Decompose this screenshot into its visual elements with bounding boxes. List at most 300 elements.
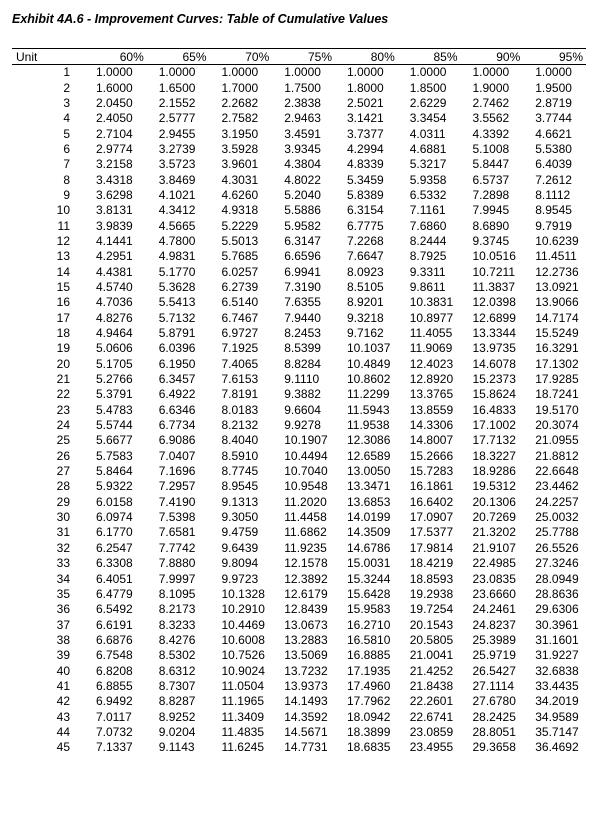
value-cell: 12.3086 bbox=[347, 433, 391, 448]
value-cell: 8.6890 bbox=[472, 218, 510, 233]
value-cell: 8.1112 bbox=[535, 187, 571, 202]
unit-cell: 30 bbox=[56, 510, 70, 525]
value-cell: 5.1008 bbox=[472, 141, 510, 156]
unit-cell: 24 bbox=[56, 418, 70, 433]
value-cell: 8.7925 bbox=[409, 249, 447, 264]
value-cell: 21.4252 bbox=[409, 663, 454, 678]
value-cell: 11.4511 bbox=[535, 249, 577, 264]
value-cell: 1.6500 bbox=[158, 80, 196, 95]
value-cell: 19.5170 bbox=[535, 402, 579, 417]
value-cell: 25.3989 bbox=[472, 632, 516, 647]
unit-cell: 23 bbox=[56, 402, 70, 417]
value-cell: 13.3765 bbox=[409, 387, 454, 402]
table-row bbox=[12, 464, 586, 479]
value-cell: 7.8191 bbox=[221, 387, 259, 402]
value-cell: 2.7462 bbox=[472, 95, 510, 110]
value-cell: 8.2173 bbox=[158, 602, 196, 617]
value-cell: 16.8885 bbox=[347, 648, 391, 663]
value-cell: 14.5671 bbox=[284, 724, 328, 739]
unit-cell: 43 bbox=[56, 709, 70, 724]
value-cell: 7.6581 bbox=[158, 525, 196, 540]
value-cell: 2.8719 bbox=[535, 95, 572, 110]
exhibit-title: Exhibit 4A.6 - Improvement Curves: Table of Cumulative Values bbox=[12, 12, 389, 26]
value-cell: 12.1578 bbox=[284, 556, 328, 571]
value-cell: 2.5777 bbox=[158, 111, 196, 126]
value-cell: 2.1552 bbox=[158, 95, 196, 110]
table-row bbox=[12, 633, 586, 648]
value-cell: 8.0183 bbox=[221, 402, 259, 417]
value-cell: 6.9727 bbox=[221, 326, 259, 341]
value-cell: 5.9358 bbox=[409, 172, 447, 187]
value-cell: 11.3409 bbox=[221, 709, 264, 724]
value-cell: 7.2957 bbox=[158, 479, 196, 494]
value-cell: 3.8469 bbox=[158, 172, 196, 187]
value-cell: 12.6589 bbox=[347, 448, 391, 463]
value-cell: 17.7132 bbox=[472, 433, 516, 448]
value-cell: 1.0000 bbox=[221, 65, 259, 80]
value-cell: 24.2461 bbox=[472, 602, 516, 617]
value-cell: 10.0516 bbox=[472, 249, 516, 264]
table-row bbox=[12, 142, 586, 157]
value-cell: 8.5910 bbox=[221, 448, 259, 463]
percent-column-header: 85% bbox=[398, 49, 461, 65]
value-cell: 6.3308 bbox=[96, 556, 133, 571]
value-cell: 12.6899 bbox=[472, 310, 516, 325]
value-cell: 25.7788 bbox=[535, 525, 579, 540]
table-row bbox=[12, 111, 586, 126]
value-cell: 17.4960 bbox=[347, 678, 391, 693]
table-row bbox=[12, 188, 586, 203]
unit-cell: 7 bbox=[63, 157, 70, 172]
value-cell: 16.2710 bbox=[347, 617, 391, 632]
value-cell: 7.4065 bbox=[221, 356, 259, 371]
value-cell: 3.8131 bbox=[96, 203, 133, 218]
value-cell: 21.3202 bbox=[472, 525, 516, 540]
value-cell: 4.5665 bbox=[158, 218, 196, 233]
value-cell: 4.8276 bbox=[96, 310, 133, 325]
value-cell: 11.0504 bbox=[221, 678, 264, 693]
value-cell: 4.9318 bbox=[221, 203, 259, 218]
unit-cell: 22 bbox=[56, 387, 70, 402]
table-row bbox=[12, 556, 586, 571]
unit-cell: 16 bbox=[56, 295, 70, 310]
value-cell: 11.4458 bbox=[284, 510, 327, 525]
value-cell: 5.5380 bbox=[535, 141, 572, 156]
value-cell: 3.5723 bbox=[158, 157, 196, 172]
value-cell: 24.2257 bbox=[535, 494, 579, 509]
unit-cell: 38 bbox=[56, 632, 70, 647]
value-cell: 8.8284 bbox=[284, 356, 321, 371]
value-cell: 15.2373 bbox=[472, 372, 516, 387]
value-cell: 6.4039 bbox=[535, 157, 572, 172]
value-cell: 8.7307 bbox=[158, 678, 196, 693]
value-cell: 10.9024 bbox=[221, 663, 265, 678]
value-cell: 21.9107 bbox=[472, 540, 516, 555]
value-cell: 22.4985 bbox=[472, 556, 516, 571]
value-cell: 7.4190 bbox=[158, 494, 196, 509]
value-cell: 4.9831 bbox=[158, 249, 196, 264]
value-cell: 5.7583 bbox=[96, 448, 133, 463]
value-cell: 5.7132 bbox=[158, 310, 196, 325]
value-cell: 6.5492 bbox=[96, 602, 133, 617]
value-cell: 17.0907 bbox=[409, 510, 454, 525]
value-cell: 5.8464 bbox=[96, 464, 133, 479]
value-cell: 6.1950 bbox=[158, 356, 196, 371]
value-cell: 5.3791 bbox=[96, 387, 133, 402]
value-cell: 7.0407 bbox=[158, 448, 196, 463]
unit-cell: 39 bbox=[56, 648, 70, 663]
value-cell: 27.3246 bbox=[535, 556, 579, 571]
value-cell: 30.3961 bbox=[535, 617, 579, 632]
table-row bbox=[12, 433, 586, 448]
value-cell: 3.1950 bbox=[221, 126, 259, 141]
unit-cell: 1 bbox=[63, 65, 70, 80]
value-cell: 4.6260 bbox=[221, 187, 259, 202]
value-cell: 2.0450 bbox=[96, 95, 133, 110]
unit-cell: 41 bbox=[56, 678, 70, 693]
value-cell: 6.4051 bbox=[96, 571, 133, 586]
value-cell: 5.1705 bbox=[96, 356, 133, 371]
value-cell: 10.2910 bbox=[221, 602, 265, 617]
table-row bbox=[12, 694, 586, 709]
value-cell: 2.4050 bbox=[96, 111, 133, 126]
value-cell: 14.6786 bbox=[347, 540, 391, 555]
value-cell: 28.2425 bbox=[472, 709, 516, 724]
header-row bbox=[12, 49, 586, 65]
value-cell: 7.6355 bbox=[284, 295, 321, 310]
value-cell: 11.9538 bbox=[347, 418, 390, 433]
value-cell: 8.0923 bbox=[347, 264, 384, 279]
value-cell: 18.4219 bbox=[409, 556, 454, 571]
value-cell: 26.5526 bbox=[535, 540, 579, 555]
unit-cell: 17 bbox=[56, 310, 70, 325]
value-cell: 2.2682 bbox=[221, 95, 259, 110]
value-cell: 7.2268 bbox=[347, 233, 384, 248]
value-cell: 2.5021 bbox=[347, 95, 384, 110]
value-cell: 7.3190 bbox=[284, 279, 321, 294]
value-cell: 5.3459 bbox=[347, 172, 384, 187]
value-cell: 9.8094 bbox=[221, 556, 259, 571]
value-cell: 1.0000 bbox=[158, 65, 196, 80]
table-row bbox=[12, 602, 586, 617]
unit-cell: 14 bbox=[56, 264, 70, 279]
value-cell: 15.7283 bbox=[409, 464, 454, 479]
value-cell: 3.9839 bbox=[96, 218, 133, 233]
value-cell: 4.5740 bbox=[96, 279, 133, 294]
value-cell: 6.5332 bbox=[409, 187, 447, 202]
value-cell: 11.6245 bbox=[221, 740, 264, 755]
value-cell: 11.4055 bbox=[409, 326, 453, 341]
value-cell: 9.8611 bbox=[409, 279, 446, 294]
value-cell: 16.4833 bbox=[472, 402, 516, 417]
value-cell: 14.1493 bbox=[284, 694, 328, 709]
table-row bbox=[12, 264, 586, 279]
value-cell: 6.9086 bbox=[158, 433, 196, 448]
unit-cell: 2 bbox=[63, 80, 70, 95]
percent-column-header: 70% bbox=[210, 49, 273, 65]
value-cell: 5.5744 bbox=[96, 418, 133, 433]
value-cell: 22.6741 bbox=[409, 709, 454, 724]
value-cell: 2.9463 bbox=[284, 111, 321, 126]
value-cell: 6.7734 bbox=[158, 418, 196, 433]
value-cell: 6.0257 bbox=[221, 264, 259, 279]
value-cell: 6.3154 bbox=[347, 203, 384, 218]
value-cell: 8.9545 bbox=[221, 479, 259, 494]
table-row bbox=[12, 418, 586, 433]
value-cell: 9.3745 bbox=[472, 233, 510, 248]
value-cell: 18.3899 bbox=[347, 724, 391, 739]
value-cell: 4.3804 bbox=[284, 157, 321, 172]
value-cell: 23.6660 bbox=[472, 586, 516, 601]
value-cell: 2.7104 bbox=[96, 126, 133, 141]
value-cell: 14.3592 bbox=[284, 709, 328, 724]
value-cell: 13.0921 bbox=[535, 279, 579, 294]
percent-column-header: 60% bbox=[84, 49, 147, 65]
value-cell: 8.6312 bbox=[158, 663, 196, 678]
value-cell: 7.1696 bbox=[158, 464, 196, 479]
value-cell: 7.9997 bbox=[158, 571, 196, 586]
value-cell: 5.8791 bbox=[158, 326, 196, 341]
value-cell: 13.7232 bbox=[284, 663, 328, 678]
value-cell: 2.7582 bbox=[221, 111, 259, 126]
value-cell: 8.5399 bbox=[284, 341, 321, 356]
table-row bbox=[12, 326, 586, 341]
unit-cell: 45 bbox=[56, 740, 70, 755]
value-cell: 6.4922 bbox=[158, 387, 196, 402]
value-cell: 33.4435 bbox=[535, 678, 579, 693]
value-cell: 4.8339 bbox=[347, 157, 384, 172]
value-cell: 1.0000 bbox=[96, 65, 133, 80]
unit-cell: 5 bbox=[63, 126, 70, 141]
value-cell: 7.1337 bbox=[96, 740, 133, 755]
value-cell: 20.3074 bbox=[535, 418, 579, 433]
value-cell: 5.3217 bbox=[409, 157, 447, 172]
value-cell: 10.1907 bbox=[284, 433, 328, 448]
value-cell: 13.9735 bbox=[472, 341, 516, 356]
value-cell: 6.5737 bbox=[472, 172, 510, 187]
value-cell: 11.1965 bbox=[221, 694, 264, 709]
table-row bbox=[12, 479, 586, 494]
value-cell: 5.4783 bbox=[96, 402, 133, 417]
unit-cell: 18 bbox=[56, 326, 70, 341]
value-cell: 1.0000 bbox=[472, 65, 510, 80]
value-cell: 9.1143 bbox=[158, 740, 195, 755]
value-cell: 18.9286 bbox=[472, 464, 516, 479]
table-row bbox=[12, 571, 586, 586]
value-cell: 17.7962 bbox=[347, 694, 391, 709]
value-cell: 7.7742 bbox=[158, 540, 196, 555]
value-cell: 27.1114 bbox=[472, 678, 515, 693]
unit-cell: 42 bbox=[56, 694, 70, 709]
value-cell: 2.6229 bbox=[409, 95, 447, 110]
percent-column-header: 65% bbox=[147, 49, 210, 65]
value-cell: 12.8920 bbox=[409, 372, 454, 387]
value-cell: 4.2994 bbox=[347, 141, 384, 156]
value-cell: 22.2601 bbox=[409, 694, 454, 709]
value-cell: 6.6191 bbox=[96, 617, 133, 632]
value-cell: 3.7377 bbox=[347, 126, 384, 141]
table-row bbox=[12, 295, 586, 310]
value-cell: 17.1002 bbox=[472, 418, 516, 433]
value-cell: 7.9945 bbox=[472, 203, 510, 218]
value-cell: 4.8022 bbox=[284, 172, 321, 187]
table-row bbox=[12, 157, 586, 172]
unit-cell: 37 bbox=[56, 617, 70, 632]
value-cell: 13.5069 bbox=[284, 648, 328, 663]
value-cell: 13.9066 bbox=[535, 295, 579, 310]
value-cell: 9.7162 bbox=[347, 326, 384, 341]
value-cell: 9.3218 bbox=[347, 310, 384, 325]
value-cell: 20.7269 bbox=[472, 510, 516, 525]
value-cell: 17.1302 bbox=[535, 356, 579, 371]
value-cell: 23.0859 bbox=[409, 724, 454, 739]
value-cell: 5.2766 bbox=[96, 372, 133, 387]
value-cell: 6.7775 bbox=[347, 218, 384, 233]
value-cell: 5.8389 bbox=[347, 187, 384, 202]
value-cell: 21.0955 bbox=[535, 433, 579, 448]
table-row bbox=[12, 372, 586, 387]
value-cell: 18.0942 bbox=[347, 709, 391, 724]
value-cell: 8.3233 bbox=[158, 617, 196, 632]
value-cell: 34.2019 bbox=[535, 694, 579, 709]
value-cell: 12.6179 bbox=[284, 586, 328, 601]
value-cell: 7.6647 bbox=[347, 249, 384, 264]
table-row bbox=[12, 679, 586, 694]
value-cell: 19.7254 bbox=[409, 602, 454, 617]
value-cell: 1.0000 bbox=[284, 65, 321, 80]
value-cell: 8.2453 bbox=[284, 326, 321, 341]
value-cell: 6.6876 bbox=[96, 632, 133, 647]
value-cell: 10.6239 bbox=[535, 233, 579, 248]
value-cell: 6.9492 bbox=[96, 694, 133, 709]
value-cell: 11.3837 bbox=[472, 279, 515, 294]
value-cell: 22.6648 bbox=[535, 464, 579, 479]
value-cell: 3.5928 bbox=[221, 141, 259, 156]
value-cell: 10.8602 bbox=[347, 372, 391, 387]
value-cell: 14.6078 bbox=[472, 356, 516, 371]
value-cell: 10.1328 bbox=[221, 586, 265, 601]
unit-cell: 15 bbox=[56, 279, 70, 294]
value-cell: 28.8051 bbox=[472, 724, 516, 739]
unit-cell: 21 bbox=[56, 372, 70, 387]
value-cell: 3.3454 bbox=[409, 111, 447, 126]
table-row bbox=[12, 403, 586, 418]
value-cell: 14.3509 bbox=[347, 525, 391, 540]
table-row bbox=[12, 80, 586, 95]
value-cell: 21.8812 bbox=[535, 448, 579, 463]
value-cell: 15.9583 bbox=[347, 602, 391, 617]
value-cell: 13.0050 bbox=[347, 464, 391, 479]
table-row bbox=[12, 357, 586, 372]
table-row bbox=[12, 541, 586, 556]
value-cell: 12.0398 bbox=[472, 295, 516, 310]
table-row bbox=[12, 709, 586, 724]
value-cell: 20.5805 bbox=[409, 632, 454, 647]
percent-column-header: 95% bbox=[523, 49, 586, 65]
value-cell: 11.4835 bbox=[221, 724, 264, 739]
value-cell: 13.3471 bbox=[347, 479, 391, 494]
value-cell: 26.5427 bbox=[472, 663, 516, 678]
value-cell: 4.1021 bbox=[158, 187, 196, 202]
unit-cell: 3 bbox=[63, 95, 70, 110]
value-cell: 9.3882 bbox=[284, 387, 321, 402]
value-cell: 5.8447 bbox=[472, 157, 510, 172]
table-row bbox=[12, 65, 586, 81]
table-row bbox=[12, 234, 586, 249]
unit-cell: 19 bbox=[56, 341, 70, 356]
value-cell: 4.1441 bbox=[96, 233, 133, 248]
value-cell: 3.9601 bbox=[221, 157, 259, 172]
value-cell: 3.9345 bbox=[284, 141, 321, 156]
value-cell: 12.3892 bbox=[284, 571, 328, 586]
value-cell: 4.2951 bbox=[96, 249, 133, 264]
value-cell: 17.1935 bbox=[347, 663, 391, 678]
value-cell: 10.7040 bbox=[284, 464, 328, 479]
unit-cell: 33 bbox=[56, 556, 70, 571]
table-row bbox=[12, 218, 586, 233]
value-cell: 8.1095 bbox=[158, 586, 196, 601]
unit-cell: 26 bbox=[56, 448, 70, 463]
value-cell: 19.2938 bbox=[409, 586, 454, 601]
table-row bbox=[12, 495, 586, 510]
value-cell: 23.4462 bbox=[535, 479, 579, 494]
value-cell: 6.3457 bbox=[158, 372, 196, 387]
value-cell: 7.5398 bbox=[158, 510, 196, 525]
value-cell: 9.0204 bbox=[158, 724, 196, 739]
value-cell: 4.6881 bbox=[409, 141, 447, 156]
value-cell: 12.2736 bbox=[535, 264, 579, 279]
value-cell: 4.3031 bbox=[221, 172, 259, 187]
value-cell: 24.8237 bbox=[472, 617, 516, 632]
value-cell: 1.7000 bbox=[221, 80, 259, 95]
unit-cell: 10 bbox=[56, 203, 70, 218]
unit-cell: 35 bbox=[56, 586, 70, 601]
value-cell: 6.1770 bbox=[96, 525, 133, 540]
value-cell: 7.1925 bbox=[221, 341, 259, 356]
value-cell: 4.7036 bbox=[96, 295, 133, 310]
value-cell: 6.5140 bbox=[221, 295, 259, 310]
value-cell: 11.9069 bbox=[409, 341, 453, 356]
value-cell: 4.3392 bbox=[472, 126, 510, 141]
table-row bbox=[12, 725, 586, 740]
value-cell: 17.5377 bbox=[409, 525, 454, 540]
value-cell: 9.9278 bbox=[284, 418, 321, 433]
value-cell: 5.5413 bbox=[158, 295, 196, 310]
value-cell: 3.5562 bbox=[472, 111, 510, 126]
value-cell: 5.9322 bbox=[96, 479, 133, 494]
value-cell: 27.6780 bbox=[472, 694, 516, 709]
value-cell: 6.2547 bbox=[96, 540, 133, 555]
value-cell: 15.2666 bbox=[409, 448, 454, 463]
value-cell: 15.6428 bbox=[347, 586, 391, 601]
value-cell: 20.1543 bbox=[409, 617, 454, 632]
value-cell: 4.4381 bbox=[96, 264, 133, 279]
value-cell: 23.4955 bbox=[409, 740, 454, 755]
value-cell: 9.7919 bbox=[535, 218, 572, 233]
value-cell: 16.1861 bbox=[409, 479, 454, 494]
value-cell: 14.8007 bbox=[409, 433, 454, 448]
unit-cell: 36 bbox=[56, 602, 70, 617]
value-cell: 8.2132 bbox=[221, 418, 259, 433]
value-cell: 9.9723 bbox=[221, 571, 259, 586]
value-cell: 6.0396 bbox=[158, 341, 196, 356]
unit-cell: 32 bbox=[56, 540, 70, 555]
value-cell: 9.6439 bbox=[221, 540, 259, 555]
value-cell: 3.4591 bbox=[284, 126, 321, 141]
value-cell: 7.0732 bbox=[96, 724, 133, 739]
value-cell: 35.7147 bbox=[535, 724, 579, 739]
value-cell: 11.5943 bbox=[347, 402, 390, 417]
